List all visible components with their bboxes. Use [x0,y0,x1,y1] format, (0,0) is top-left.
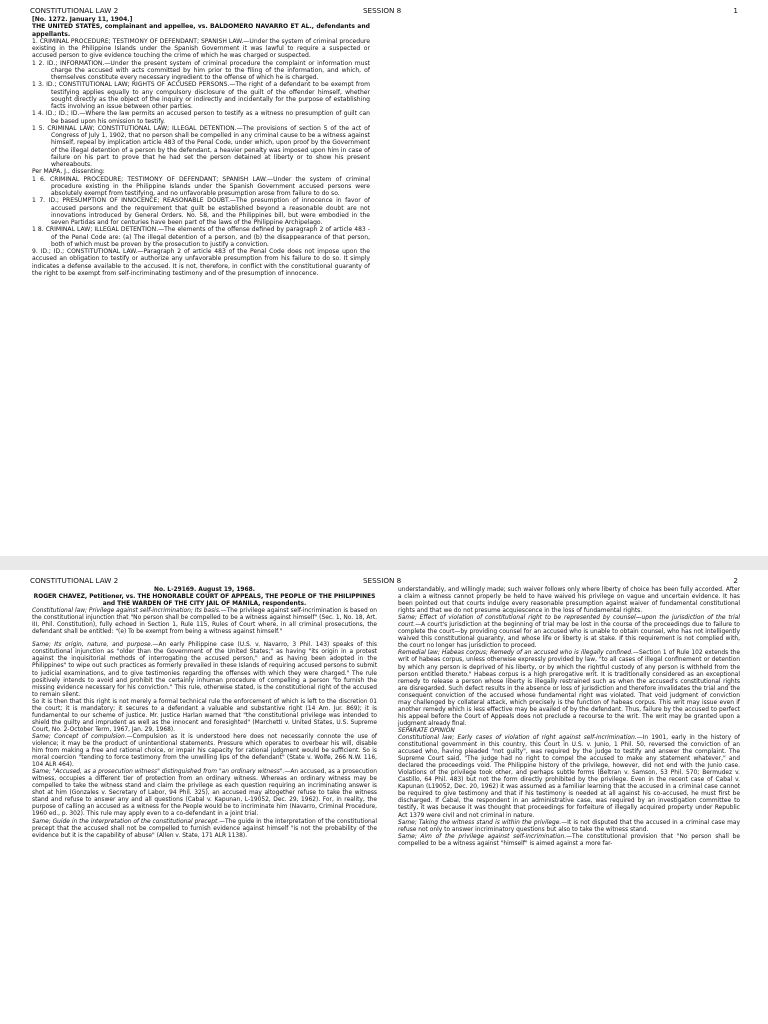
page-header [30,576,738,586]
paragraph [32,642,377,698]
syllabus-item: 9. ID.; ID.; CONSTITUTIONAL LAW.—Paragraph 2 of article 483 of the Penal Code does not impose upon the accused an obligation to testify or authorize any unfavorable presumption from his failure to do so. It simply indicates a defense available to the accused. It is not, therefore, in conflict with the constitutional guaranty of the right to be exempt from self-incriminating testimony and of the presumption of innocence. [32,248,370,277]
page-2 [0,570,768,1024]
paragraph-text: —The guide in the interpretation of the constitutional precept that the accused shall not be compelled to furnish evidence against himself "is not the probability of the evidence but it is the capability of abuse" (Allen v. State, 171 ALR 1138). [32,818,377,839]
dissent-item: 1 8. CRIMINAL LAW; ILLEGAL DETENTION.—The elements of the offense defined by paragraph 2 of article 483 -of the Penal Code are: (a) The illegal detention of a person, and (b) the disappearance of that person, both of which must be proven by the prosecution to justify a conviction. [32,226,370,248]
right-paragraphs [398,587,740,848]
paragraph-heading: Same; Guide in the interpretation of the constitutional precept. [32,818,220,825]
paragraph [398,735,740,820]
paragraph-heading: Remedial law; Habeas corpus; Remedy of an accused who is illegally confined. [398,650,634,657]
paragraph [398,615,740,650]
paragraph [32,608,377,636]
page-header [30,6,738,16]
paragraph [398,650,740,728]
paragraph-text: So it is then that this right is not merely a formal technical rule the enforcement of which is left to the discretion 01 the court; it is mandatory; it secures to a defendant a valuable and substantive right (14 Am. Jur. 869); it is fundamental to our scheme of justice. Mr. Justice Harlan warned that "the constitutional privilege was intended to shield the guilty and imprudent as well as the innocent and foresighted" (Marchetti v. United States, U.S. Supreme Court, No. 2-October Term, 1967, Jan. 29, 1968). [32,698,377,733]
paragraph [398,587,740,615]
paragraph-heading: Same; Aim of the privilege against self-incrimination. [398,833,567,840]
syllabus-item: 1 5. CRIMINAL LAW; CONSTITUTIONAL LAW; ILLEGAL DETENTION.—The provisions of section 5 of the act of Congress of July 1, 1902, that no person shall be compelled in any criminal cause to be a witness against himself, repeal by implication article 483 of the Penal Code, under which, upon proof by the Government of the illegal detention of a person by the defendant, a heavier penalty was imposed upon him in case of failure on his part to prove that he had set the person detained at liberty or to show his present whereabouts. [32,124,370,168]
paragraph-text: —In 1901, early in the history of constitutional government in this country, this Court in U.S. v. Junio, 1 Phil. 50, reversed the conviction of an accused who, having pleaded "not guilty", was required by the judge to testify and answer the complaint. The Supreme Court said, "The judge had no right to compel the accused to make any statement whatever," and declared the proceedings void. The Philippine history of the privilege, however, did not end with the Junio case. Violations of the privilege took other, and perhaps subtle forms (Beltran v. Samson, 53 Phil. 570; Bermudez v. Castillo, 64 Phil. 483) but not the form directly prohibited by the privilege. Even in the recent case of Cabal v. Kapunan (L19052, Dec. 20, 1962) it was assumed as a familiar learning that the accused in a criminal case cannot be required to give testimony and that if his testimony is needed at all against his co-accused, he must first be discharged. If Cabal, the respondent in an administrative case, was required by an investigation committee to testify, it was because it was thought that proceedings for forfeiture of illegally acquired property under Republic Act 1379 were civil and not criminal in nature. [398,734,740,819]
paragraph [32,819,377,840]
paragraph-heading: Constitutional law; Privilege against self-incrimination; Its basis. [32,608,221,615]
dissent-item: 1 6. CRIMINAL PROCEDURE; TESTIMONY OF DEFENDANT; SPANISH LAW.—Under the system of criminal procedure existing in the Philippine Islands under the Spanish Government accused persons were absolutely exempt from testifying, and no unfavorable presumption arose from failure to do so. [32,175,370,197]
syllabus-item: 1 3. ID.; CONSTITUTIONAL LAW; RIGHTS OF ACCUSED PERSONS.—The right of a defendant to be exempt from testifying applies equally to any compulsory disclosure of the guilt of the offender himself, whether sought directly as the object of the inquiry or indirectly and incidentally for the purpose of establishing facts involving an issue between other parties. [32,81,370,110]
paragraph [398,834,740,848]
paragraph-heading: Same; Its origin, nature, and purpose. [32,642,153,649]
page-number: 1 [733,6,738,15]
paragraph-heading: Same; "Accused, as a prosecution witness" distinguished from "an ordinary witness". [32,769,285,776]
paragraph-heading: Constitutional law; Early cases of violation of right against self-incrimination. [398,734,637,741]
header-left: CONSTITUTIONAL LAW 2 [30,576,119,585]
paragraph-text: —Section 1 of Rule 102 extends the writ of habeas corpus, unless otherwise expressly provided by law, "to all cases of illegal confinement or detention by which any person is deprived of his liberty, or by which the rightful custody of any person is withheld from the person entitled thereto." Habeas corpus is a high prerogative writ. It is traditionally considered as an exceptional remedy to release a person whose liberty is illegally restrained such as when the accused's constitutional rights are disregarded. Such defect results in the absence or loss of jurisdiction and therefore invalidates the trial and the consequent conviction of the accused whose fundamental right was violated. That void judgment of conviction may challenged by collateral attack, which precisely is the function of habeas corpus. This writ may issue even if another remedy which is less effective may be availed of by the defendant. Thus, failure by the accused to perfect his appeal before the Court of Appeals does not preclude a recourse to the writ. The writ may be granted upon a judgment already final. [398,650,740,727]
paragraph-text: —An early Philippine case (U.S. v. Navarro, 3 Phil. 143) speaks of this constitutional injunction as "older than the Government of the United States;" as having "its origin in a protest against the inquisitorial methods of interrogating the accused person," and as having been adopted in the Philippines" to wipe out such practices as formerly prevailed in these Islands of requiring accused persons to submit to judicial examinations, and to give testimonies regarding the offenses with which they were charged." The rule positively intends to avoid and prohibit the certainly inhuman procedure of compelling a person "to furnish the missing evidence necessary for his conviction." This rule, otherwise stated, is the constitutional right of the accused to remain silent. [32,642,377,698]
syllabus-item: 1 2. ID.; INFORMATION.—Under the present system of criminal procedure the complaint or information must charge the accused with acts committed by him prior to the filing of the information, and which, of themselves constitute every necessary ingredient to the offense of which he is charged. [32,59,370,81]
dissent-label: Per MAPA, J., dissenting: [32,168,105,176]
paragraph-text: —A court's jurisdiction at the beginning of trial may be lost in the course of the proceedings due to failure to complete the court—by providing counsel for an accused who is unable to obtain counsel, who has not intelligently waived this constitutional guaranty, and whose life or liberty is at stake. If this requirement is not complied with, the court no longer has jurisdiction to proceed. [398,622,740,650]
paragraph-text: —The constitutional provision that "No person shall be compelled to be a witness against "himself" is aimed against a more far- [398,833,740,847]
case-title: THE UNITED STATES, complainant and appellee, vs. BALDOMERO NAVARRO ET AL., defendants and appellants. [32,23,370,38]
header-center: SESSION 8 [363,6,402,15]
paragraph-text: —The privilege against self-incrimination is based on the constitutional injunction that "No person shall be compelled to be a witness against himself" (Sec. 1, No. 18, Art. III, Phil. Constitution), fully echoed in Section 1, Rule 115, Rules of Court where, in all criminal prosecutions, the defendant shall be entitled: "(e) To be exempt from being a witness against himself." [32,608,377,636]
right-column [398,587,740,848]
paragraph [32,699,377,734]
page-body [32,16,370,277]
paragraph-text: —Compulsion as it is understood here does not necessarily connote the use of violence; it may be the product of unintentional statements. Pressure which operates to overbear his will, disable him from making a free and rational choice, or impair his capacity for rational judgment would be sufficient. So is moral coercion "tending to force testimony from the unwilling lips of the defendant" (State v. Wolfe, 266 N.W. 116, 104 ALR 464). [32,733,377,769]
paragraph-heading: Same; Taking the witness stand is within the privilege. [398,819,562,826]
paragraph-heading: SEPARATE OPINION [398,727,455,734]
paragraph-text: understandably, and willingly made; such waiver follows only where liberty of choice has been fully accorded. After a claim a witness cannot properly be held to have waived his privilege on vague and uncertain evidence. It has been pointed out that courts indulge every reasonable presumption against waiver of fundamental constitutional rights and that we do not presume acquiescence in the loss of fundamental rights. [398,587,740,615]
syllabus-item: 1 4. ID.; ID.; ID.—Where the law permits an accused person to testify as a witness no presumption of guilt can be based upon his omission to testify. [32,110,370,125]
paragraph [32,769,377,818]
syllabus-item: 1. CRIMINAL PROCEDURE; TESTIMONY OF DEFENDANT; SPANISH LAW.—Under the system of criminal procedure existing in the Philippine Islands under the Spanish Government it was lawful to require a suspected or accused person to give evidence touching the crime of which he was charged or suspected. [32,37,370,60]
left-paragraphs [32,608,377,840]
paragraph-text: —An accused, as a prosecution witness, occupies a different tier of protection from an ordinary witness. Whereas an ordinary witness may be compelled to take the witness stand and claim the privilege as each question requiring an incriminating answer is shot at him (Gonzales v. Secretary of Labor, 94 Phil. 325), an accused may altogether refuse to take the witness stand and refuse to answer any and all questions (Cabal v. Kapunan, L-19052, Dec. 29, 1962). For, in reality, the purpose of calling an accused as a witness for the People would be to incriminate him (Navarro, Criminal Procedure, 1960 ed., p. 302). This rule may apply even to a co-defendant in a joint trial. [32,769,377,818]
left-column [32,587,377,840]
case-number: No. L-29169. August 19, 1968. [154,587,255,593]
dissent-item: 1 7. ID.; PRESUMPTION OF INNOCENCE; REASONABLE DOUBT.—The presumption of innocence in favor of accused persons and the requirement that guilt be established beyond a reasonable doubt are not innovations introduced by General Orders. No. 58, and the Philippines bill, but were embodied in the seven Partidas and for centuries have been part of the laws of the Philippine Archipelago. [32,197,370,226]
paragraph-heading: Same; Effect of violation of constitutional right to be represented by counsel—upon the jurisdiction of the trial court. [398,615,740,629]
page-number: 2 [733,576,738,585]
paragraph-text: —It is not disputed that the accused in a criminal case may refuse not only to answer incriminatory questions but also to take the witness stand. [398,819,740,833]
header-left: CONSTITUTIONAL LAW 2 [30,6,119,15]
paragraph [398,820,740,834]
header-center: SESSION 8 [363,576,402,585]
case-title: ROGER CHAVEZ, Petitioner, vs. THE HONORABLE COURT OF APPEALS, THE PEOPLE OF THE PHILIPPINES and THE WARDEN OF THE CITY JAIL OF MANILA, respondents. [33,594,376,608]
case-number: [No. 1272. January 11, 1904.] [32,16,133,23]
paragraph-heading: Same; Concept of compulsion. [32,733,127,740]
paragraph [32,734,377,769]
paragraph [398,728,740,735]
